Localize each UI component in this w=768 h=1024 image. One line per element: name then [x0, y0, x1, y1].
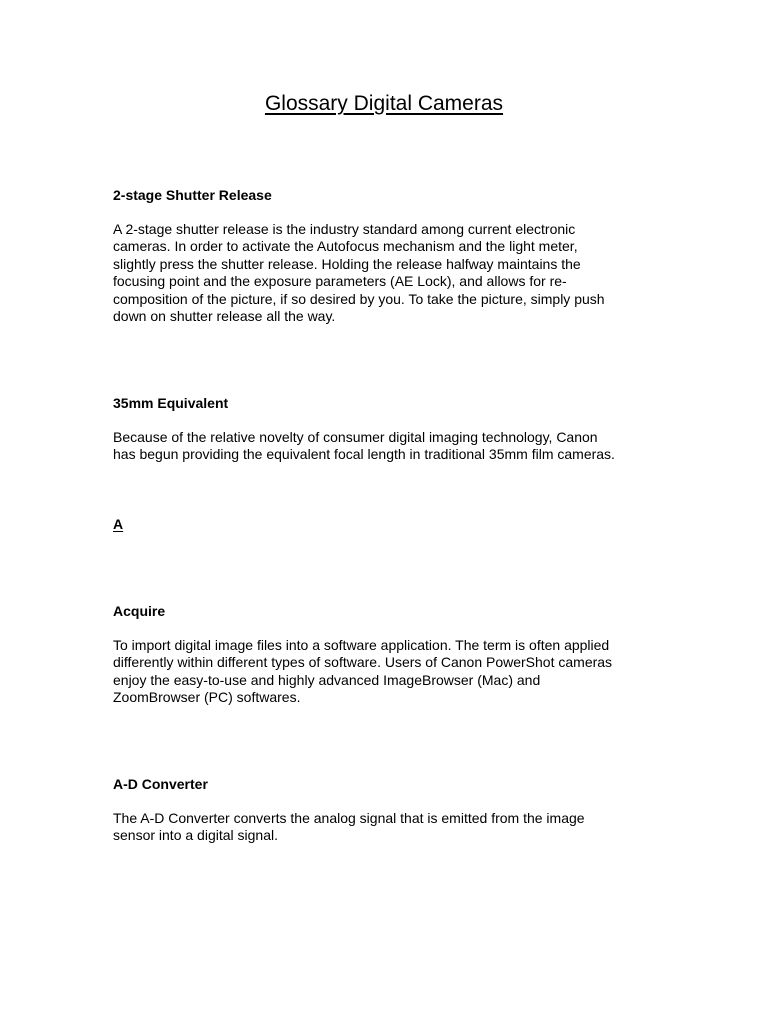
- definition-line: The A-D Converter converts the analog signal that is emitted from the image: [113, 810, 585, 826]
- glossary-definition: [113, 429, 673, 464]
- definition-line: enjoy the easy-to-use and highly advanced ImageBrowser (Mac) and: [113, 671, 541, 688]
- document-title: Glossary Digital Cameras: [264, 92, 504, 115]
- definition-line: ZoomBrowser (PC) softwares.: [113, 689, 301, 706]
- definition-line: focusing point and the exposure parameters (AE Lock), and allows for re-: [113, 273, 567, 290]
- definition-line: cameras. In order to activate the Autofocus mechanism and the light meter,: [113, 238, 578, 255]
- glossary-definition: [113, 221, 673, 325]
- definition-line: down on shutter release all the way.: [113, 308, 336, 325]
- glossary-definition: [113, 810, 673, 845]
- glossary-definition: [113, 637, 673, 707]
- definition-line: slightly press the shutter release. Holding the release halfway maintains the: [113, 255, 581, 272]
- glossary-term: 35mm Equivalent: [113, 395, 229, 411]
- glossary-term: 2-stage Shutter Release: [113, 187, 272, 203]
- definition-line: differently within different types of software. Users of Canon PowerShot cameras: [113, 654, 613, 671]
- glossary-term: A-D Converter: [113, 776, 208, 792]
- definition-line: Because of the relative novelty of consumer digital imaging technology, Canon: [113, 429, 598, 445]
- definition-line: composition of the picture, if so desired by you. To take the picture, simply push: [113, 290, 605, 307]
- definition-line: A 2-stage shutter release is the industry standard among current electronic: [113, 221, 576, 237]
- definition-line: To import digital image files into a software application. The term is often applied: [113, 637, 610, 653]
- section-letter: A: [113, 516, 124, 532]
- glossary-term: Acquire: [113, 603, 166, 619]
- definition-line: sensor into a digital signal.: [113, 827, 278, 844]
- definition-line: has begun providing the equivalent focal length in traditional 35mm film cameras.: [113, 446, 615, 463]
